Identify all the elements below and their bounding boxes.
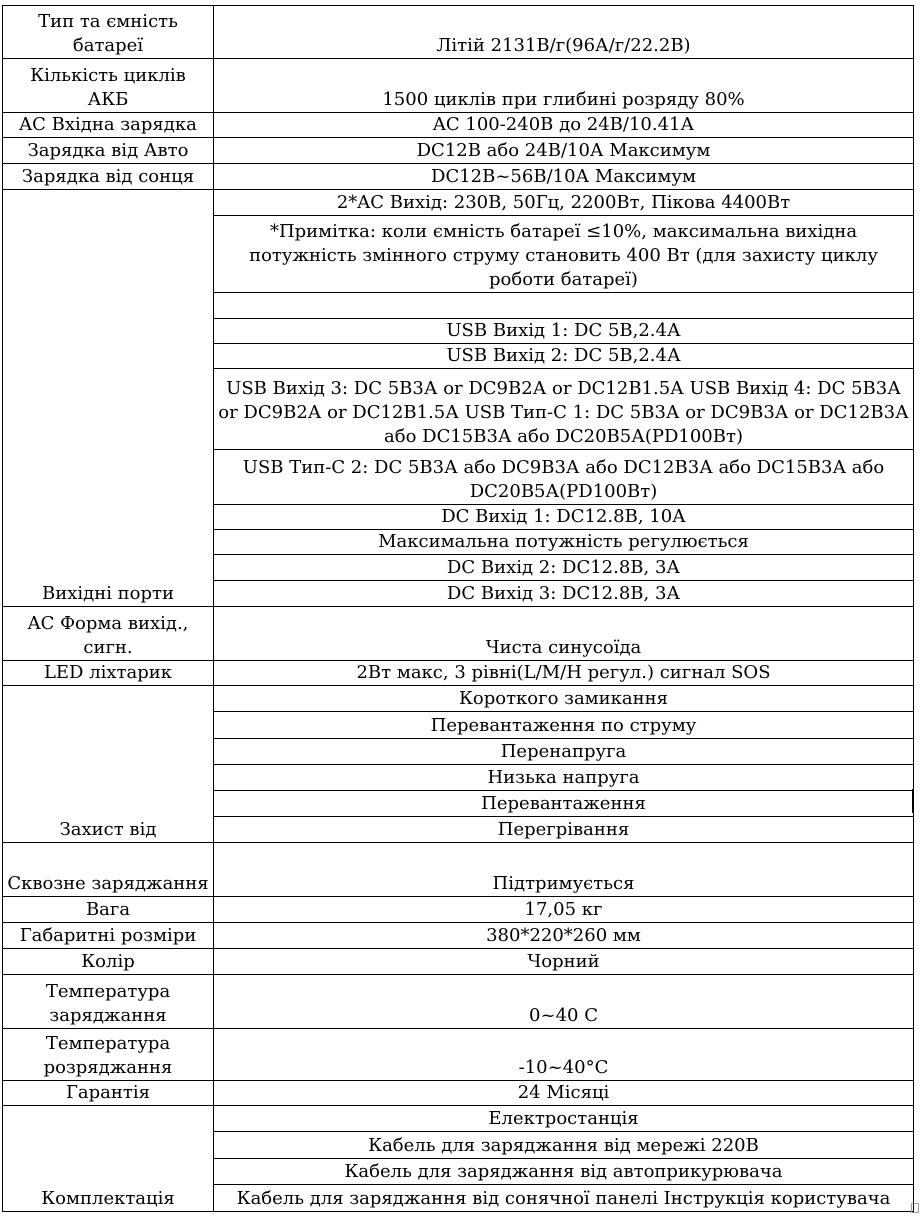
spec-value-cell: Перегрівання: [214, 817, 914, 843]
table-row: [3, 1081, 914, 1106]
spec-value-cell: Підтримується: [214, 843, 914, 897]
spec-value-cell: DC Вихід 1: DC12.8В, 10А: [214, 505, 914, 530]
spec-label-cell: Температура заряджання: [3, 975, 214, 1029]
spec-label-cell: Габаритні розміри: [3, 923, 214, 949]
table-row: [3, 190, 914, 216]
spec-label-cell: Зарядка від Авто: [3, 138, 214, 164]
table-row: [3, 897, 914, 923]
spec-value-cell: DC12В або 24В/10А Максимум: [214, 138, 914, 164]
table-row: [3, 113, 914, 138]
spec-value-cell: Максимальна потужність регулюється: [214, 530, 914, 555]
table-row: [3, 975, 914, 1029]
text-cursor: [912, 789, 914, 813]
spec-value-cell: Короткого замикання: [214, 686, 914, 712]
table-row: [3, 843, 914, 897]
spec-value-cell: USB Вихід 1: DC 5В,2.4А: [214, 319, 914, 344]
table-row: [3, 6, 914, 59]
spec-value-cell: Електростанція: [214, 1106, 914, 1132]
spec-table-body: [3, 6, 914, 1212]
spec-label-cell: Кількість циклів АКБ: [3, 59, 214, 113]
spec-value-cell: 17,05 кг: [214, 897, 914, 923]
spec-value-cell: Чиста синусоїда: [214, 607, 914, 661]
spec-value-cell: Перевантаження: [214, 791, 914, 817]
spec-value-cell: 2*AC Вихід: 230В, 50Гц, 2200Вт, Пікова 4400Вт: [214, 190, 914, 216]
table-row: [3, 1106, 914, 1132]
spec-value-cell: Кабель для заряджання від сонячної панелі Інструкція користувача: [214, 1185, 914, 1212]
spec-label-cell: Комплектація: [3, 1106, 214, 1212]
table-row: [3, 661, 914, 686]
table-row: [3, 607, 914, 661]
spec-label-cell: AC Вхідна зарядка: [3, 113, 214, 138]
spec-value-cell: *Примітка: коли ємність батареї ≤10%, максимальна вихідна потужність змінного струму становить 400 Вт (для захисту циклу роботи батареї): [214, 216, 914, 293]
spec-value-cell: Перенапруга: [214, 739, 914, 765]
spec-value-cell: 2Вт макс, 3 рівні(L/M/H регул.) сигнал SOS: [214, 661, 914, 686]
spec-label-cell: Тип та ємність батареї: [3, 6, 214, 59]
table-row: [3, 1029, 914, 1081]
spec-label-cell: Вихідні порти: [3, 190, 214, 607]
spec-value-cell: AC 100-240В до 24В/10.41А: [214, 113, 914, 138]
spec-value-cell: 0~40 С: [214, 975, 914, 1029]
spec-label-cell: Колір: [3, 949, 214, 975]
spec-value-cell: [214, 293, 914, 319]
spec-value-cell: Літій 2131В/г(96А/г/22.2В): [214, 6, 914, 59]
table-row: [3, 138, 914, 164]
spec-label-cell: Сквозне заряджання: [3, 843, 214, 897]
spec-label-cell: LED ліхтарик: [3, 661, 214, 686]
spec-label-cell: Зарядка від сонця: [3, 164, 214, 190]
spec-label-cell: Гарантія: [3, 1081, 214, 1106]
spec-value-cell: Перевантаження по струму: [214, 712, 914, 739]
spec-label-cell: Температура розряджання: [3, 1029, 214, 1081]
spec-value-cell: -10~40°С: [214, 1029, 914, 1081]
spec-value-cell: 24 Місяці: [214, 1081, 914, 1106]
spec-value-cell: DC12В~56В/10А Максимум: [214, 164, 914, 190]
spec-label-cell: Вага: [3, 897, 214, 923]
spec-label-cell: Захист від: [3, 686, 214, 843]
spec-table: [2, 5, 914, 1212]
spec-value-cell: Кабель для заряджання від мережі 220В: [214, 1132, 914, 1159]
spec-value-cell: USB Вихід 3: DC 5В3А or DC9В2А or DC12В1.5А USB Вихід 4: DC 5В3А or DC9В2А or DC12В1.5А USB Тип-С 1: DC 5В3А or DC9В3А or DC12В3А або DC15В3А або DC20В5А(PD100Вт): [214, 369, 914, 450]
spec-value-cell: Низька напруга: [214, 765, 914, 791]
table-row: [3, 923, 914, 949]
spec-value-cell: DC Вихід 3: DC12.8В, 3А: [214, 581, 914, 607]
spec-value-cell: DC Вихід 2: DC12.8В, 3А: [214, 555, 914, 581]
spec-value-cell: 1500 циклів при глибині розряду 80%: [214, 59, 914, 113]
spec-label-cell: AC Форма вихід., сигн.: [3, 607, 214, 661]
table-row: [3, 949, 914, 975]
spec-value-cell: Чорний: [214, 949, 914, 975]
table-row: [3, 164, 914, 190]
resize-handle-icon[interactable]: [911, 1203, 919, 1213]
spec-value-cell: USB Тип-С 2: DC 5В3А або DC9В3А або DC12В3А або DC15В3А або DC20В5А(PD100Вт): [214, 450, 914, 505]
table-row: [3, 686, 914, 712]
spec-value-cell: USB Вихід 2: DC 5В,2.4А: [214, 344, 914, 369]
spec-value-cell: 380*220*260 мм: [214, 923, 914, 949]
spec-value-cell: Кабель для заряджання від автоприкурювача: [214, 1159, 914, 1185]
table-row: [3, 59, 914, 113]
